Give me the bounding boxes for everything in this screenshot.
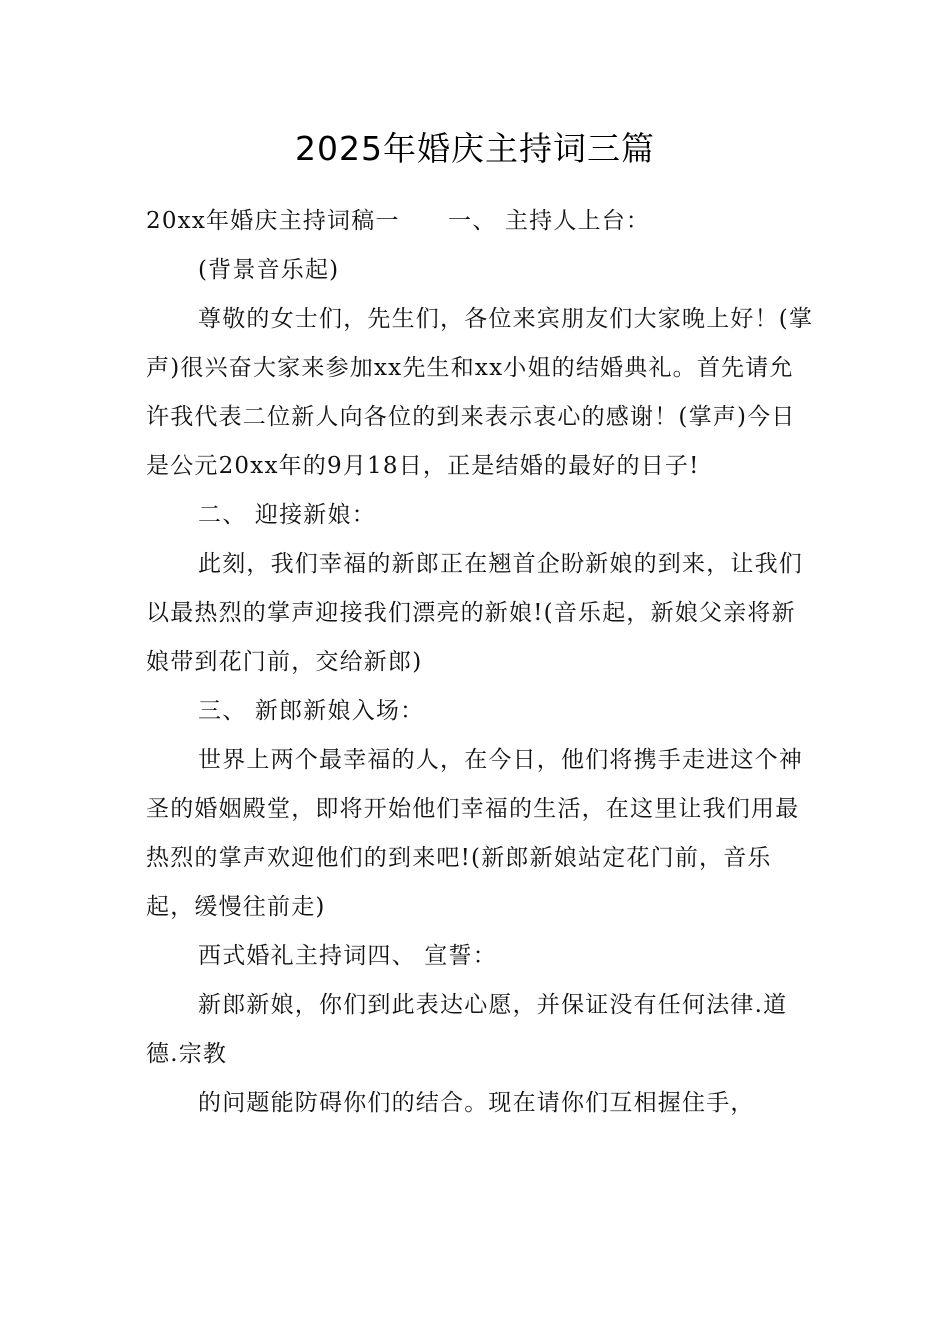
- paragraph-vows-continued: 的问题能防碍你们的结合。现在请你们互相握住手，: [198, 1090, 755, 1116]
- document-body: [146, 197, 816, 1128]
- paragraph-vows: 新郎新娘，你们到此表达心愿，并保证没有任何法律.道德.宗教: [146, 992, 788, 1067]
- section-heading-welcome-bride: 二、 迎接新娘：: [198, 502, 376, 528]
- paragraph-opening-heading: 20xx年婚庆主持词稿一 一、 主持人上台：: [146, 208, 651, 234]
- section-heading-entrance: 三、 新郎新娘入场：: [198, 698, 425, 724]
- section-heading-vows: 西式婚礼主持词四、 宣誓：: [198, 943, 497, 969]
- document-title: 2025年婚庆主持词三篇: [295, 129, 655, 168]
- paragraph-music-cue: (背景音乐起): [198, 257, 340, 283]
- paragraph-greeting: 尊敬的女士们，先生们，各位来宾朋友们大家晚上好！(掌声)很兴奋大家来参加xx先生和xx小姐的结婚典礼。首先请允许我代表二位新人向各位的到来表示衷心的感谢！(掌声)今日是公元20xx年的9月18日，正是结婚的最好的日子!: [146, 306, 814, 479]
- paragraph-welcome-bride: 此刻，我们幸福的新郎正在翘首企盼新娘的到来，让我们以最热烈的掌声迎接我们漂亮的新娘!(音乐起，新娘父亲将新娘带到花门前，交给新郎): [146, 551, 803, 675]
- paragraph-entrance: 世界上两个最幸福的人，在今日，他们将携手走进这个神圣的婚姻殿堂，即将开始他们幸福的生活，在这里让我们用最热烈的掌声欢迎他们的到来吧!(新郎新娘站定花门前，音乐起，缓慢往前走): [146, 747, 803, 920]
